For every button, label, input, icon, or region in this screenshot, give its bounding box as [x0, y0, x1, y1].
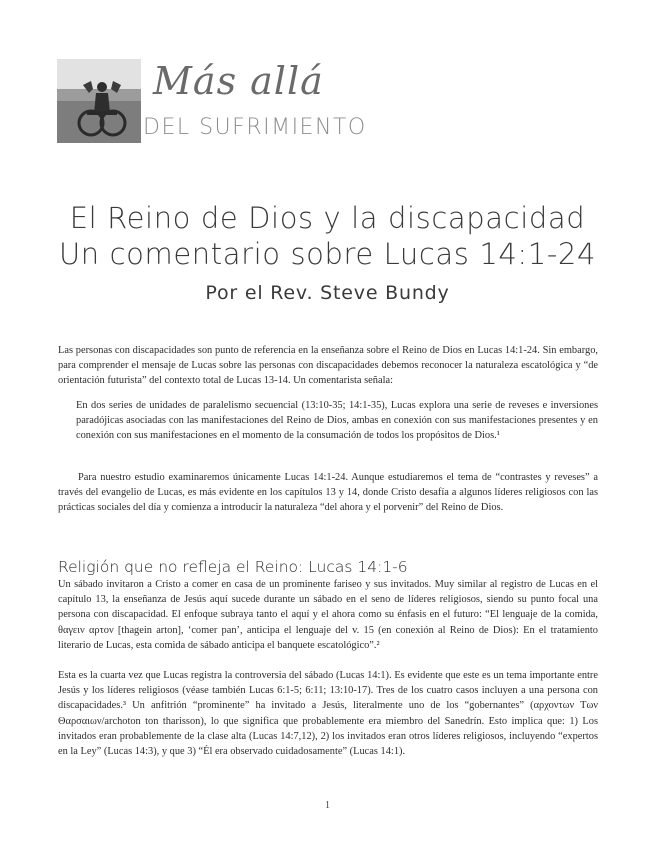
page-number: 1 [325, 800, 330, 811]
title-block [0, 200, 655, 306]
section-paragraph-2: Esta es la cuarta vez que Lucas registra la controversia del sábado (Lucas 14:1). Es evidente que este es un tema importante entre Jesús y los líderes religiosos (véase también Lucas 6:1-5; 6:11; 13:10-17). Tres de los cuatro casos incluyen a una persona con discapacidades.³ Un anfitrión “prominente” ha invitado a Jesús, literalmente uno de los “gobernantes” (αρχοντων Των Θαρσαιων/archoton ton tharisson), lo que significa que probablemente era miembro del Sanedrín. Esto implica que: 1) Los invitados eran probablemente de la clase alta (Lucas 14:7,12), 2) los invitados eran otros líderes religiosos, incluyendo “expertos en la Ley” (Lucas 14:3), y que 3) “Él era observado cuidadosamente” (Lucas 14:1). [58, 670, 598, 758]
section-heading: Religión que no refleja el Reino: Lucas 14:1-6 [58, 558, 408, 576]
author-byline: Por el Rev. Steve Bundy [205, 282, 450, 304]
logo-subtitle: DEL SUFRIMIENTO [143, 115, 367, 140]
section-paragraph-1: Un sábado invitaron a Cristo a comer en casa de un prominente fariseo y sus invitados. Muy similar al registro de Lucas en el capítulo 13, la enseñanza de Jesús aquí sucede durante un sábado en el seno de líderes religiosos, siendo su punto focal una persona con discapacidad. El enfoque subraya tanto el aquí y el ahora como su énfasis en el futuro: “El lenguaje de la comida, θαγειν αρτον [thagein arton], ‘comer pan’, anticipa el lenguaje del v. 15 (en conexión al Reino de Dios): En el tratamiento literario de Lucas, esta comida de sábado anticipa el banquete escatológico”.² [58, 579, 598, 651]
study-paragraph: Para nuestro estudio examinaremos únicamente Lucas 14:1-24. Aunque estudiaremos el tema de “contrastes y reveses” a través del evangelio de Lucas, es más evidente en los capítulos 13 y 14, donde Cristo desafía a algunos líderes religiosos con las prácticas sociales del día y comienza a introducir la naturaleza “del ahora y el porvenir” del Reino de Dios. [58, 472, 598, 514]
intro-paragraph: Las personas con discapacidades son punto de referencia en la enseñanza sobre el Reino de Dios en Lucas 14:1-24. Sin embargo, para comprender el mensaje de Lucas sobre las personas con discapacidades debemos reconocer la naturaleza escatológica y “de orientación futurista” del contexto total de Lucas 13-14. Un comentarista señala: [58, 345, 598, 387]
title-line-1: El Reino de Dios y la discapacidad [69, 201, 586, 235]
wheelchair-silhouette-image [57, 59, 141, 143]
title-line-2: Un comentario sobre Lucas 14:1-24 [58, 237, 597, 271]
logo [57, 59, 367, 143]
block-quote: En dos series de unidades de paralelismo secuencial (13:10-35; 14:1-35), Lucas explora una serie de reveses e inversiones paradójicas asociadas con las manifestaciones del Reino de Dios, ambas en conexión con sus manifestaciones presentes y en conexión con sus manifestaciones en el momento de la consumación de todos los propósitos de Dios.¹ [76, 400, 598, 442]
logo-script-text: Más allá [153, 59, 324, 103]
logo-photo [57, 59, 141, 143]
